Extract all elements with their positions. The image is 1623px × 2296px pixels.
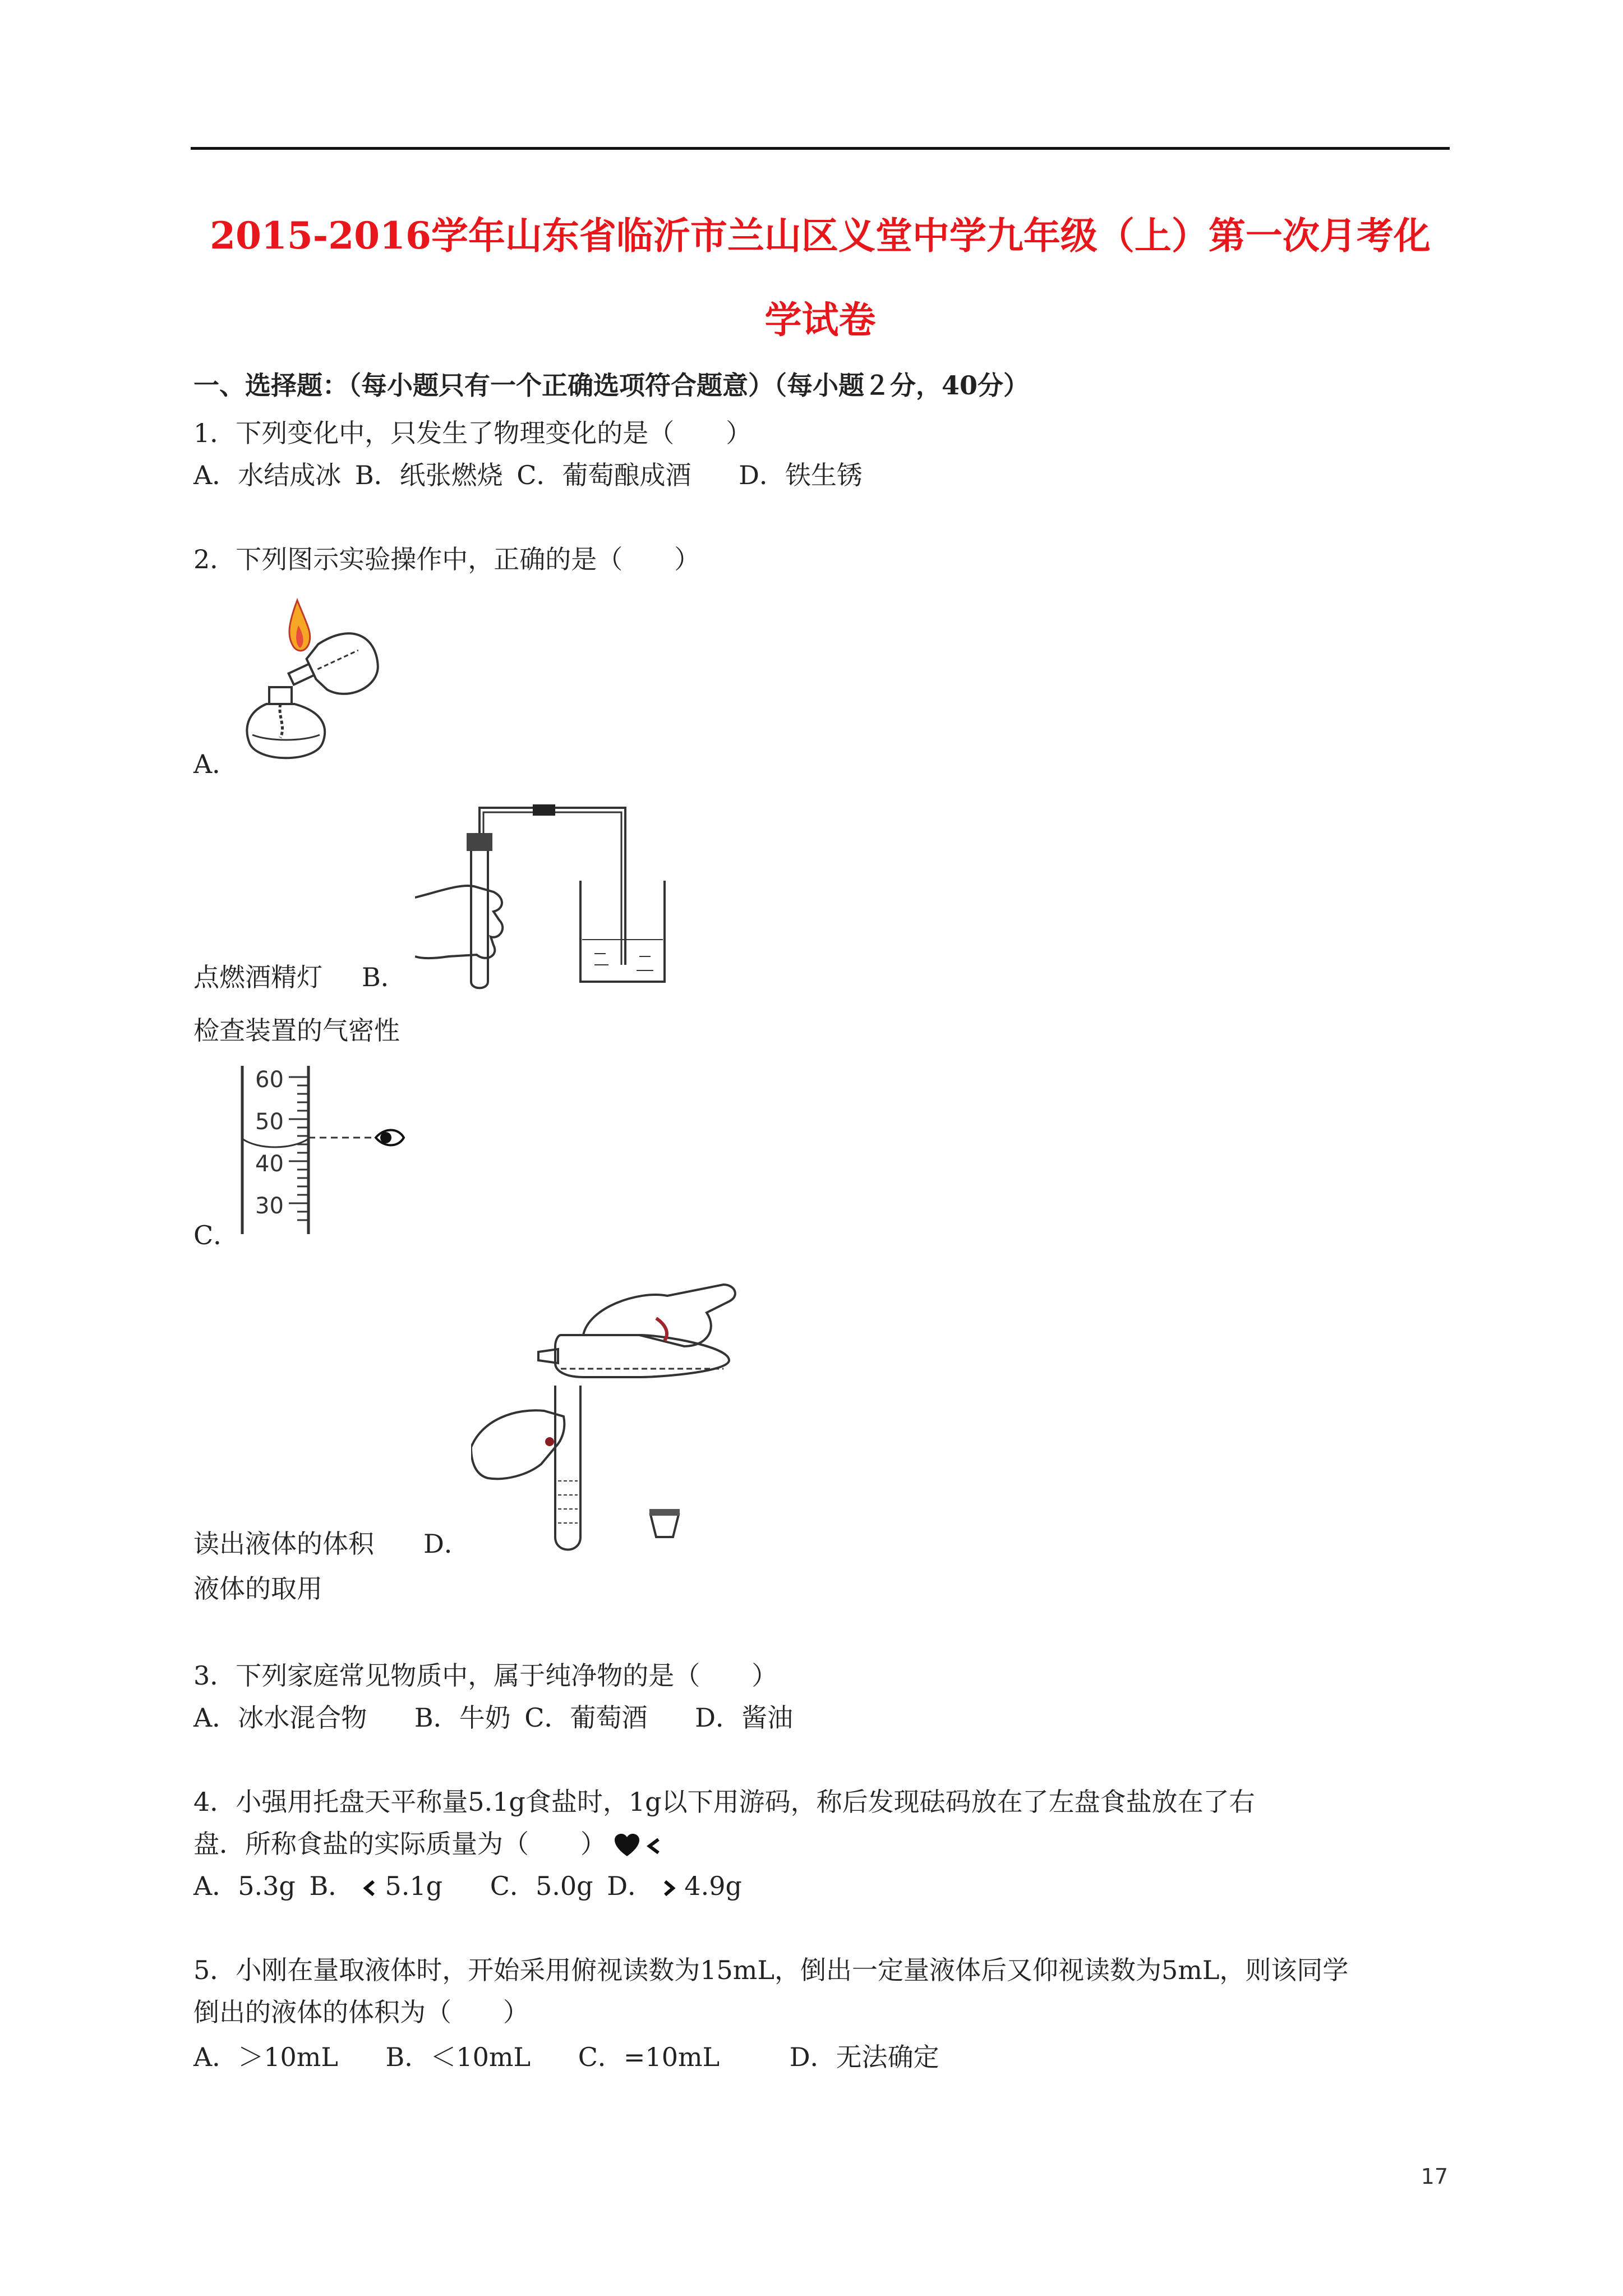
question-5-stem-line2: 倒出的液体的体积为（ ） xyxy=(193,1997,529,2027)
heart-less-than-icon xyxy=(615,1834,665,1858)
q3-option-b: B．牛奶 xyxy=(414,1703,511,1733)
q4-option-d-value: 4.9g xyxy=(684,1871,742,1901)
q2-caption-c: 读出液体的体积 xyxy=(193,1529,374,1559)
q4-option-d: D． xyxy=(607,1871,654,1901)
tick-40: 40 xyxy=(255,1151,284,1177)
page-title-line2: 学试卷 xyxy=(764,298,876,342)
tick-60: 60 xyxy=(255,1067,284,1093)
liquid-pouring-figure xyxy=(471,1262,751,1554)
q5-option-b: B．＜10mL xyxy=(385,2042,531,2072)
question-3-options xyxy=(193,1700,793,1736)
q1-option-d: D．铁生锈 xyxy=(739,460,863,490)
tick-50: 50 xyxy=(255,1109,284,1135)
q4-option-a: A．5.3g xyxy=(193,1871,296,1901)
alcohol-lamp-figure xyxy=(236,595,415,774)
q3-option-d: D．酱油 xyxy=(695,1703,794,1733)
q2-option-a: A． xyxy=(193,749,238,779)
section-heading: 一、选择题：（每小题只有一个正确选项符合题意）（每小题２分，40分） xyxy=(193,370,1030,401)
question-4-options xyxy=(193,1868,742,1904)
airtightness-check-figure xyxy=(415,802,679,993)
q5-option-a: A．＞10mL xyxy=(193,2042,338,2072)
question-5-stem-line1: 5．小刚在量取液体时，开始采用俯视读数为15mL，倒出一定量液体后又仰视读数为5mL，则该同学 xyxy=(193,1955,1349,1985)
q3-option-a: A．冰水混合物 xyxy=(193,1703,367,1733)
q1-option-b: B．纸张燃烧 xyxy=(354,460,503,490)
q3-option-c: C．葡萄酒 xyxy=(524,1703,648,1733)
question-5-options xyxy=(193,2039,939,2075)
q4-option-b-value: 5.1g xyxy=(385,1871,443,1901)
q2-option-d: D． xyxy=(423,1529,470,1559)
q2-caption-a: 点燃酒精灯 xyxy=(193,962,322,992)
question-1-stem: 1．下列变化中，只发生了物理变化的是（ ） xyxy=(193,418,752,448)
question-2-stem: 2．下列图示实验操作中，正确的是（ ） xyxy=(193,544,700,574)
q5-option-c: C．=10mL xyxy=(578,2042,720,2072)
page-title-line1: 2015-2016学年山东省临沂市兰山区义堂中学九年级（上）第一次月考化 xyxy=(210,214,1431,257)
question-4-stem-line1: 4．小强用托盘天平称量5.1g食盐时，1g以下用游码，称后发现砝码放在了左盘食盐放在了右 xyxy=(193,1787,1255,1817)
question-4-stem-line2 xyxy=(193,1826,665,1862)
page-number: 17 xyxy=(1421,2164,1448,2189)
less-than-icon xyxy=(362,1878,377,1898)
header-rule xyxy=(191,147,1450,150)
q1-option-a: A．水结成冰 xyxy=(193,460,342,490)
question-1-options xyxy=(193,457,863,493)
greater-than-icon xyxy=(662,1878,676,1898)
q4-option-c: C．5.0g xyxy=(490,1871,593,1901)
q4-option-b: B． xyxy=(309,1871,354,1901)
q2-caption-b: 检查装置的气密性 xyxy=(193,1015,400,1046)
q2-option-c: C． xyxy=(193,1220,239,1250)
q4-stem-text: 盘．所称食盐的实际质量为（ ） xyxy=(193,1829,606,1859)
q2-caption-d: 液体的取用 xyxy=(193,1573,322,1604)
tick-30: 30 xyxy=(255,1193,284,1219)
question-3-stem: 3．下列家庭常见物质中，属于纯净物的是（ ） xyxy=(193,1660,778,1691)
q1-option-c: C．葡萄酿成酒 xyxy=(517,460,691,490)
q2-option-b: B． xyxy=(362,962,407,992)
q5-option-d: D．无法确定 xyxy=(789,2042,939,2072)
